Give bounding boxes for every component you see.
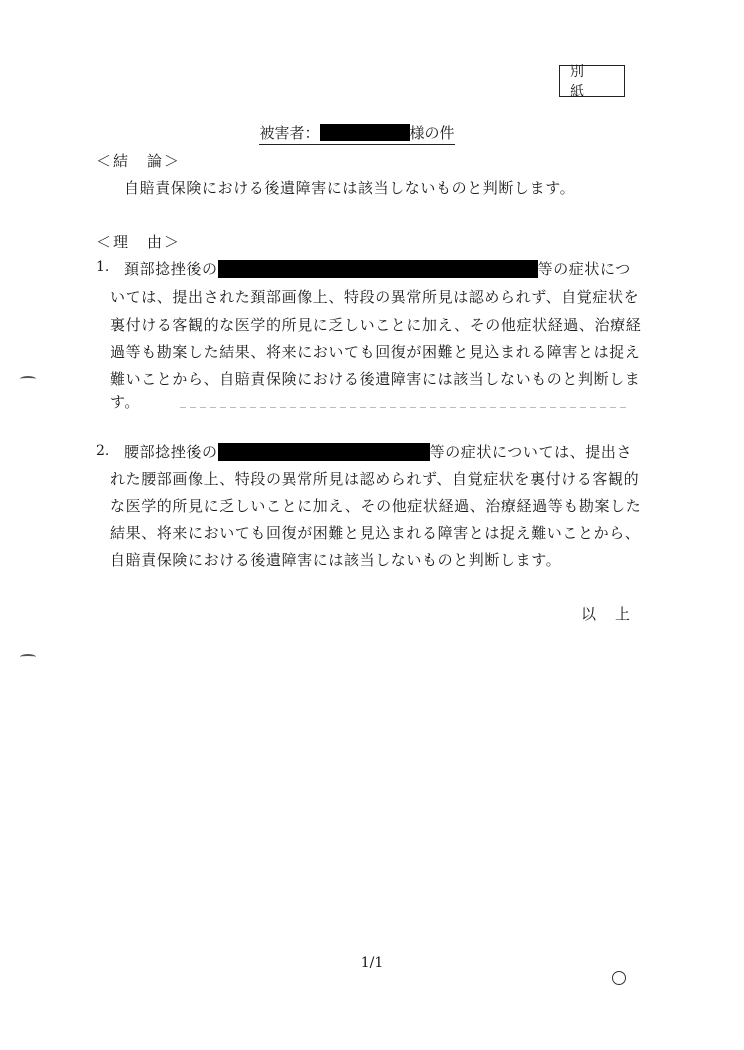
- item-2-text-b: 等の症状については、提出さ: [429, 443, 633, 461]
- reason-heading: ＜理 由＞: [96, 233, 182, 251]
- item-1-text-b: 等の症状につ: [537, 260, 631, 278]
- victim-title: [0, 122, 744, 145]
- conclusion-heading: ＜結 論＞: [96, 152, 182, 170]
- redacted-name: [320, 124, 410, 141]
- item-1-line-3: 裏付ける客観的な医学的所見に乏しいことに加え、その他症状経過、治療経: [110, 316, 642, 334]
- page-number: 1/1: [360, 955, 384, 971]
- item-number-1: 1.: [96, 259, 110, 275]
- item-1-line-1: [124, 258, 631, 279]
- item-2-line-4: 結果、将来においても回復が困難と見込まれる障害とは捉え難いことから、: [110, 524, 641, 542]
- closing-text: 以 上: [581, 605, 633, 623]
- circle-mark: [612, 971, 626, 985]
- scan-artifact: [180, 407, 630, 408]
- item-2-line-3: な医学的所見に乏しいことに加え、その他症状経過、治療経過等も勘案した: [110, 497, 642, 515]
- item-1-line-2: いては、提出された頚部画像上、特段の異常所見は認められず、自覚症状を: [110, 288, 640, 306]
- redacted-symptoms-2: [218, 443, 430, 461]
- punch-hole-mark-lower: [20, 654, 36, 660]
- victim-prefix: 被害者：: [259, 124, 320, 142]
- item-1-line-4: 過等も勘案した結果、将来においても回復が困難と見込まれる障害とは捉え: [110, 343, 641, 361]
- item-2-text-a: 腰部捻挫後の: [124, 443, 218, 461]
- item-2-line-5: 自賠責保険における後遺障害には該当しないものと判断します。: [110, 551, 562, 569]
- conclusion-text: 自賠責保険における後遺障害には該当しないものと判断します。: [124, 179, 576, 197]
- attachment-label: 別 紙: [559, 65, 625, 97]
- item-1-line-5: 難いことから、自賠責保険における後遺障害には該当しないものと判断しま: [110, 370, 641, 388]
- item-2-line-1: [124, 441, 632, 462]
- item-1-line-6: す。: [110, 393, 141, 411]
- item-number-2: 2.: [96, 443, 110, 459]
- redacted-symptoms-1: [218, 260, 538, 278]
- item-1-text-a: 頚部捻挫後の: [124, 260, 218, 278]
- punch-hole-mark-upper: [20, 376, 36, 382]
- victim-suffix: 様の件: [409, 124, 455, 142]
- item-2-line-2: れた腰部画像上、特段の異常所見は認められず、自覚症状を裏付ける客観的: [110, 470, 640, 488]
